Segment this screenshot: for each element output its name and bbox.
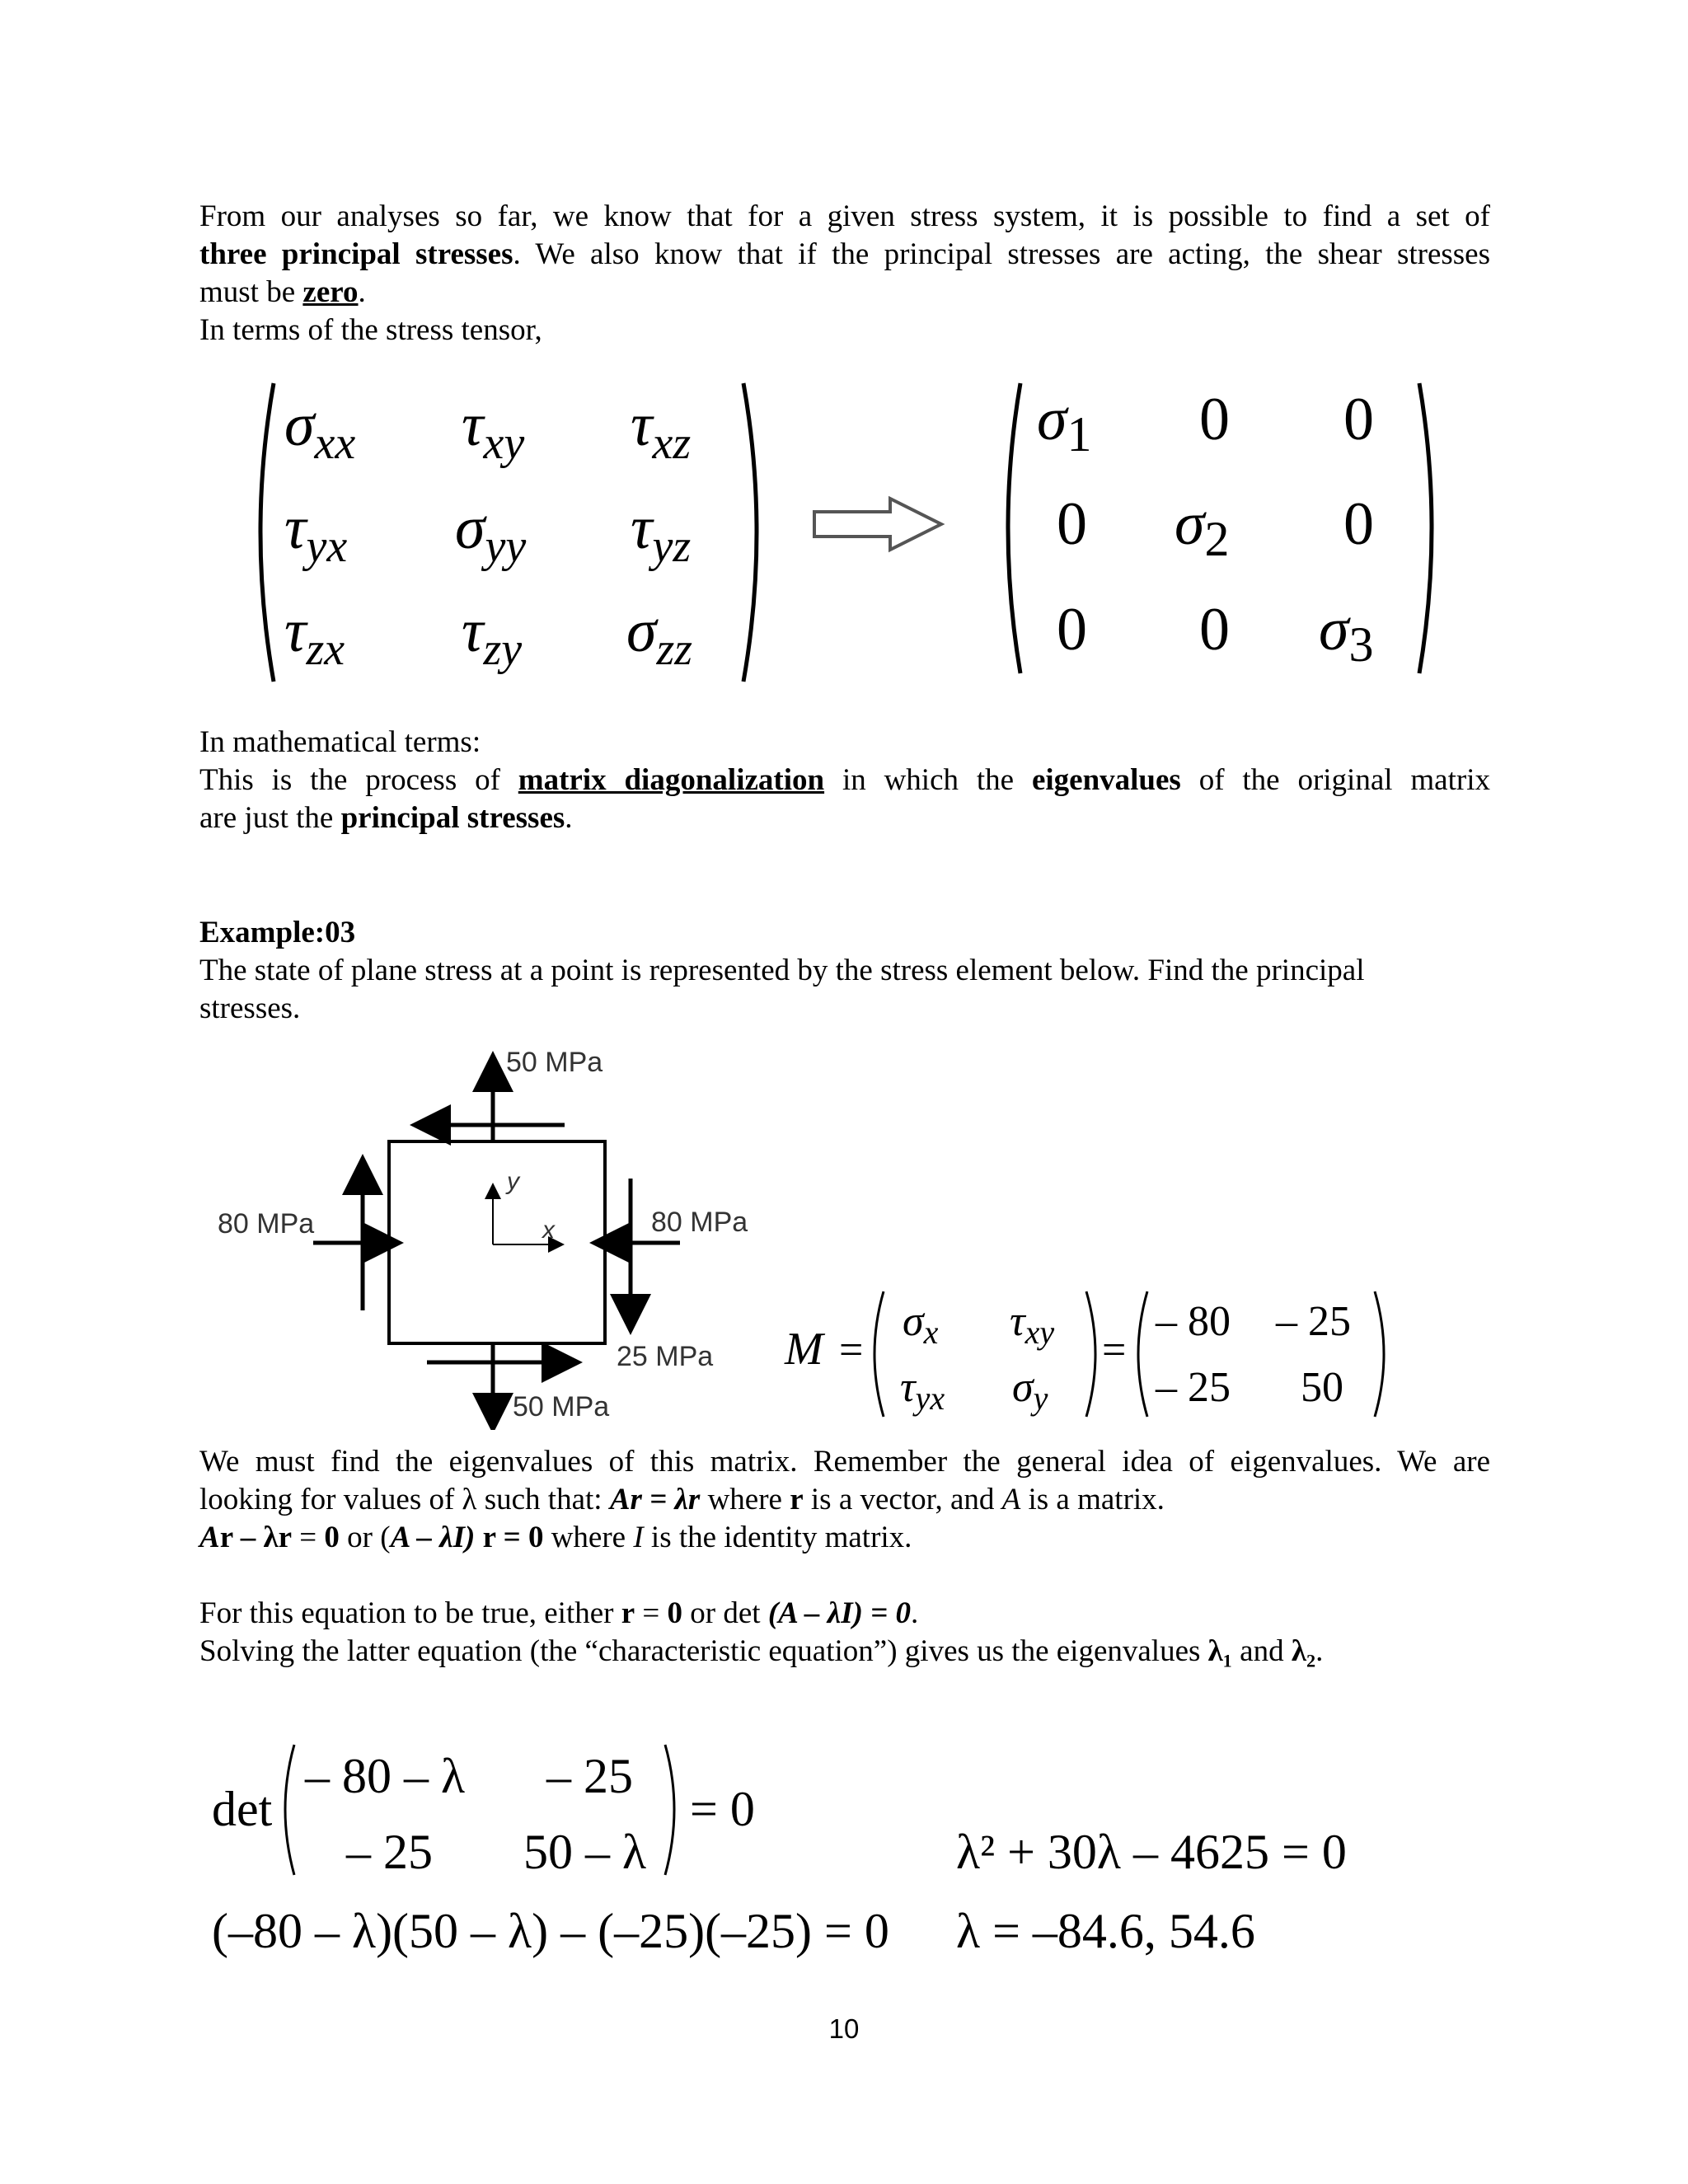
zero-r2c1: 0	[1057, 490, 1087, 558]
eigen-line-1: We must find the eigenvalues of this matrix. Remember the general idea of eigenvalues. We are	[199, 1445, 1490, 1479]
math-terms-paragraph	[199, 724, 1490, 837]
math-terms-line-1: In mathematical terms:	[199, 725, 481, 759]
math-terms-line-3: are just the principal stresses.	[199, 801, 573, 835]
eigen-line-4: For this equation to be true, either r = 0 or det (A – λI) = 0.	[199, 1596, 919, 1630]
det-r2c1: – 25	[346, 1825, 433, 1879]
sigma-yy: $\sigma_{yy}$	[455, 494, 527, 572]
example-line-1: The state of plane stress at a point is represented by the stress element below. Find the principal	[199, 954, 1365, 987]
principal-stresses-term: principal stresses	[340, 801, 565, 835]
transform-arrow-icon	[814, 499, 941, 550]
eigenvalues-term: eigenvalues	[1031, 763, 1181, 797]
bottom-stress-label: 50 MPa	[513, 1391, 610, 1422]
matrix-M-equation	[783, 1282, 1393, 1426]
zero-r1c3: 0	[1343, 386, 1374, 453]
eigen-line-2: looking for values of λ such that: Ar = λr where r is a vector, and A is a matrix.	[199, 1483, 1165, 1516]
page-number: 10	[828, 2013, 860, 2044]
intro-line-4: In terms of the stress tensor,	[199, 313, 542, 347]
zero-r3c1: 0	[1057, 596, 1087, 663]
zero-r2c3: 0	[1343, 490, 1374, 558]
sigma-2: σ2	[1175, 490, 1230, 566]
matrix-M-name: M	[785, 1324, 823, 1375]
intro-line-3: must be zero.	[199, 275, 366, 309]
eigen-paragraph	[199, 1443, 1490, 1671]
matrix-M-equals: =	[839, 1327, 864, 1374]
sigma-3: σ3	[1319, 596, 1374, 672]
m-r1c2: – 25	[1276, 1298, 1351, 1345]
intro-line-1: From our analyses so far, we know that for a given stress system, it is possible to find a set of	[199, 199, 1490, 233]
axis-y-label: y	[507, 1168, 519, 1195]
example-heading: Example:03	[199, 916, 356, 949]
sigma-xx: $\sigma_{xx}$	[284, 391, 356, 469]
matrix-M-equals-2: =	[1102, 1327, 1127, 1374]
zero-r1c2: 0	[1199, 386, 1230, 453]
characteristic-polynomial: λ² + 30λ – 4625 = 0	[956, 1825, 1347, 1879]
det-equals-zero: = 0	[690, 1782, 755, 1836]
right-stress-label: 80 MPa	[651, 1207, 748, 1238]
tau-xy-M: τxy	[1010, 1298, 1055, 1351]
det-r1c1: – 80 – λ	[305, 1749, 466, 1803]
det-r2c2: 50 – λ	[523, 1825, 647, 1879]
tau-xy: $\tau_{xy}$	[462, 391, 525, 469]
shear-stress-label: 25 MPa	[617, 1341, 714, 1372]
sigma-x: σx	[903, 1298, 939, 1351]
sigma-1: σ1	[1037, 386, 1092, 462]
stress-tensor-figure	[239, 375, 1459, 696]
eigen-line-5: Solving the latter equation (the “characteristic equation”) gives us the eigenvalues λ₁ and λ₂.	[199, 1634, 1324, 1668]
stress-element-square	[389, 1141, 605, 1343]
left-stress-label: 80 MPa	[218, 1208, 315, 1240]
zero-emphasis: zero	[302, 275, 359, 309]
axis-x-label: x	[542, 1216, 555, 1244]
example-section	[199, 914, 1490, 1028]
expanded-equation: (–80 – λ)(50 – λ) – (–25)(–25) = 0	[212, 1904, 889, 1958]
solution-equations	[210, 1735, 1405, 1970]
eigen-line-3: Ar – λr = 0 or (A – λI) r = 0 where I is the identity matrix.	[199, 1521, 912, 1554]
tau-yx: $\tau_{yx}$	[284, 494, 348, 572]
tensor-diagram	[239, 375, 1459, 696]
tau-zy: $\tau_{zy}$	[462, 598, 523, 675]
m-r1c1: – 80	[1156, 1298, 1231, 1345]
m-r2c2: 50	[1301, 1364, 1343, 1411]
tau-yx-M: τyx	[900, 1364, 945, 1417]
zero-r3c2: 0	[1199, 596, 1230, 663]
top-stress-label: 50 MPa	[506, 1047, 603, 1078]
intro-line-2: three principal stresses. We also know that if the principal stresses are acting, the shear stresses	[199, 237, 1490, 271]
tau-zx: $\tau_{zx}$	[284, 598, 345, 675]
m-r2c1: – 25	[1156, 1364, 1231, 1411]
math-terms-line-2: This is the process of matrix diagonalization in which the eigenvalues of the original matrix	[199, 763, 1490, 797]
sigma-zz: $\sigma_{zz}$	[626, 598, 693, 675]
stress-element-diagram	[206, 1038, 775, 1430]
det-label: det	[212, 1782, 273, 1836]
matrix-diagonalization: matrix diagonalization	[518, 763, 825, 797]
intro-paragraph	[199, 198, 1490, 349]
eigenvalue-roots: λ = –84.6, 54.6	[956, 1904, 1255, 1958]
tau-xz: $\tau_{xz}$	[631, 391, 692, 469]
tau-yz: $\tau_{yz}$	[631, 494, 692, 572]
sigma-y: σy	[1012, 1364, 1048, 1417]
example-line-2: stresses.	[199, 991, 301, 1025]
det-r1c2: – 25	[546, 1749, 633, 1803]
three-principal-stresses: three principal stresses	[199, 237, 513, 271]
